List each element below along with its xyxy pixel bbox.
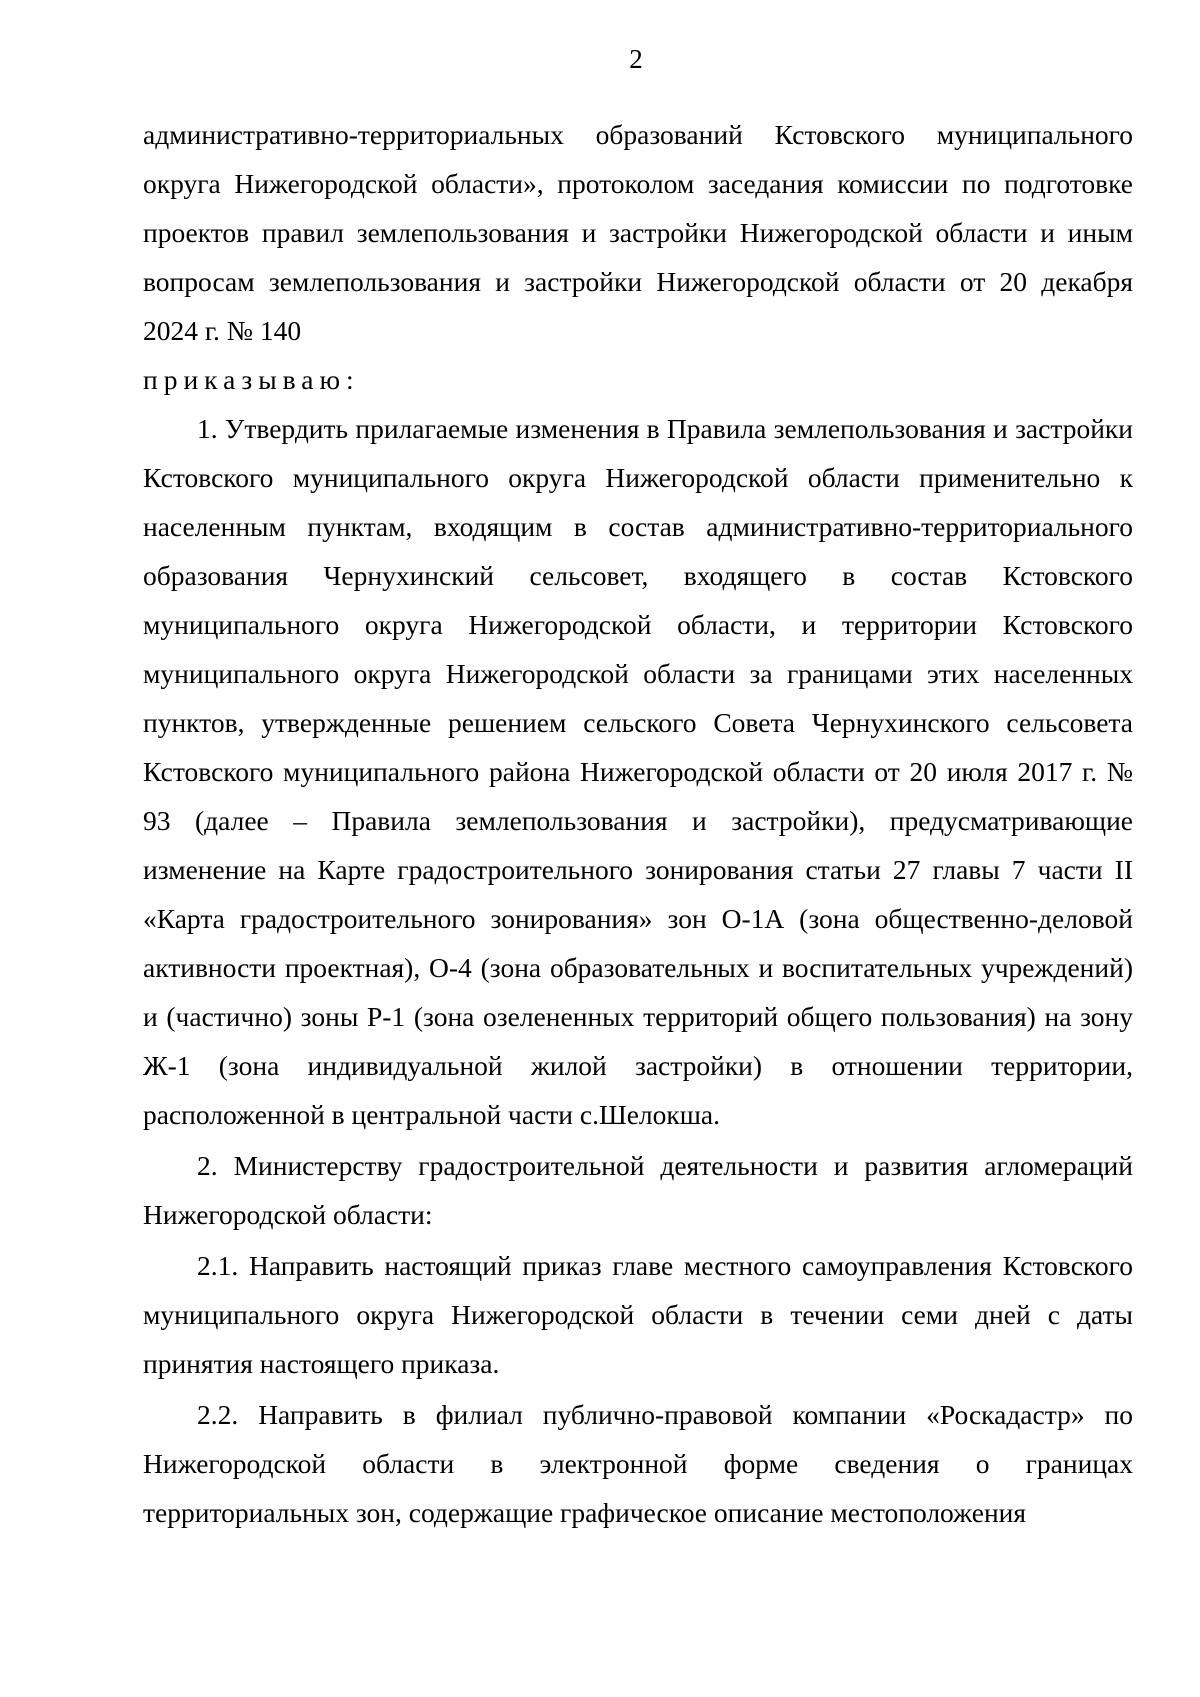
paragraph-item-2-1: 2.1. Направить настоящий приказ главе местного самоуправления Кстовского муниципального округа Нижегородской области в течении семи дней с даты принятия настоящего приказа. bbox=[143, 1250, 1133, 1379]
paragraph-item-2: 2. Министерству градостроительной деятельности и развития агломераций Нижегородской области: bbox=[143, 1150, 1133, 1230]
paragraph-item-1: 1. Утвердить прилагаемые изменения в Правила землепользования и застройки Кстовского муниципального округа Нижегородской области применительно к населенным пунктам, входящим в состав административно-территориального образования Чернухинский сельсовет, входящего в состав Кстовского муниципального округа Нижегородской области, и территории Кстовского муниципального округа Нижегородской области за границами этих населенных пунктов, утвержденные решением сельского Совета Чернухинского сельсовета Кстовского муниципального района Нижегородской области от 20 июля 2017 г. № 93 (далее – Правила землепользования и застройки), предусматривающие изменение на Карте градостроительного зонирования статьи 27 главы 7 части II «Карта градостроительного зонирования» зон О-1А (зона общественно-деловой активности проектная), О-4 (зона образовательных и воспитательных учреждений) и (частично) зоны Р-1 (зона озелененных территорий общего пользования) на зону Ж-1 (зона индивидуальной жилой застройки) в отношении территории, расположенной в центральной части с.Шелокша. bbox=[143, 413, 1133, 1130]
paragraph-item-2-2: 2.2. Направить в филиал публично-правовой компании «Роскадастр» по Нижегородской области в электронной форме сведения о границах территориальных зон, содержащие графическое описание местоположения bbox=[143, 1399, 1133, 1528]
order-keyword: приказываю: bbox=[143, 364, 360, 395]
paragraph-preamble-continuation: административно-территориальных образований Кстовского муниципального округа Нижегородской области», протоколом заседания комиссии по подготовке проектов правил землепользования и застройки Нижегородской области и иным вопросам землепользования и застройки Нижегородской области от 20 декабря 2024 г. № 140 bbox=[143, 119, 1133, 346]
page-number: 2 bbox=[629, 44, 643, 74]
document-body bbox=[143, 110, 1133, 1537]
